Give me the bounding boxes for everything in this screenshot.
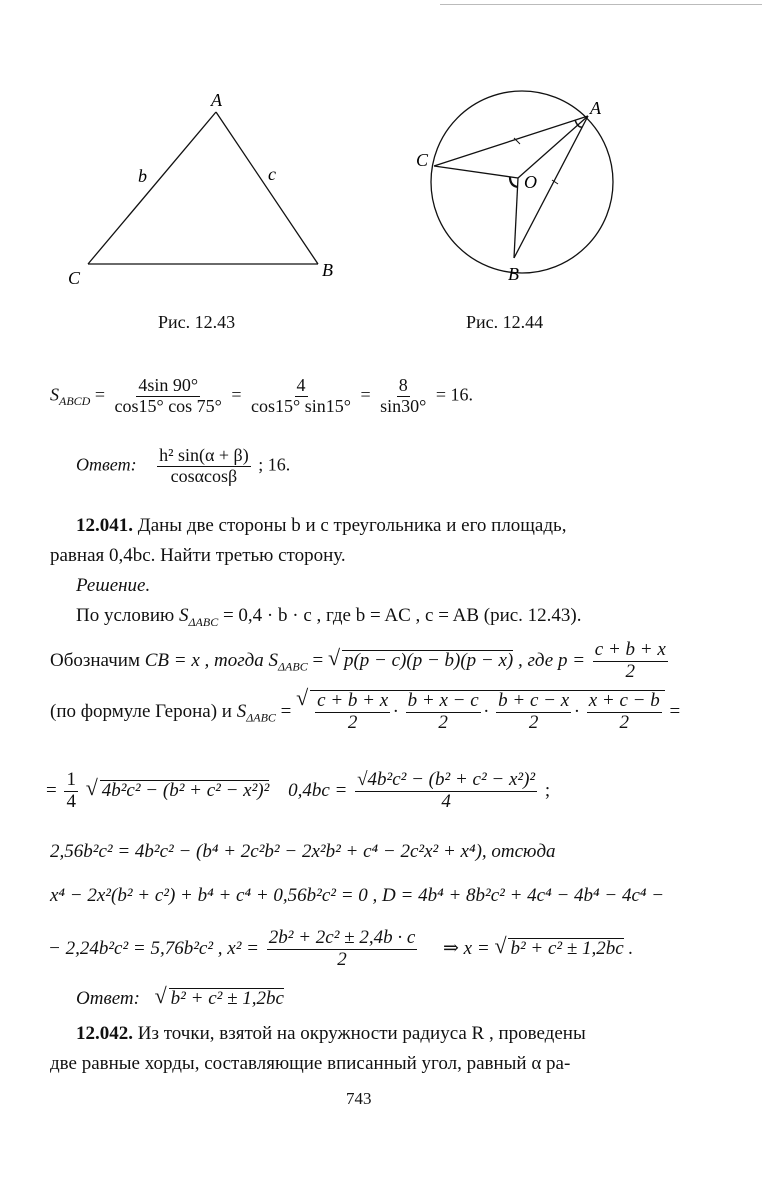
fraction-2: $\frac{4}{\cos 15^\circ \sin 15^\circ}$	[251, 375, 351, 416]
answer-label: Ответ:	[76, 454, 137, 475]
problem-text-1: Даны две стороны b и c треугольника и его площадь,	[137, 515, 567, 536]
radius-oc	[434, 166, 518, 178]
solution-line-6: x⁴ − 2x²(b² + c²) + b⁴ + c⁴ + 0,56b²c² = 0 , D = 4b⁴ + 8b²c² + 4c⁴ − 4b⁴ − 4c⁴ −	[50, 885, 665, 906]
fig1-side-b: b	[138, 166, 147, 186]
side-c-line	[216, 112, 318, 264]
problem-041-line1	[76, 516, 566, 535]
solution-label: Решение.	[76, 575, 151, 596]
fig2-center-o: O	[524, 172, 537, 192]
top-rule	[440, 4, 762, 5]
fig2-caption: Рис. 12.44	[466, 312, 544, 332]
angle-mark-o	[510, 177, 518, 187]
problem-041-line2: равная 0,4bc. Найти третью сторону.	[50, 545, 346, 566]
s-subscript: ABCD	[59, 394, 91, 409]
problem-042-line2: две равные хорды, составляющие вписанный угол, равный α ра-	[50, 1053, 571, 1074]
solution-line-7: − 2,24b²c² = 5,76b²c² , x² = $\frac{\text{2b² + 2c² ± 2,4b · c}}{2}$ ⇒ x = √ b² + c² ± 1,2bc .	[48, 928, 633, 971]
solution-line-4: = $\frac{1}{4}$ √ 4b²c² − (b² + c² − x²)² 0,4bc = $\frac{\text{√4b²c² − (b² + c² − x²)²}}{4}$ ;	[46, 770, 550, 813]
fraction-3: $\frac{8}{\sin 30^\circ}$	[380, 375, 427, 416]
fig1-vertex-a: A	[211, 90, 222, 110]
figure-12-43	[60, 88, 350, 298]
fig1-side-c: c	[268, 164, 276, 184]
answer-fraction: $\frac{\text{h² sin(α + β)}}{\cos\alpha\cos\beta}$	[159, 445, 249, 486]
bc-fraction: $\frac{\text{√4b²c² − (b² + c² − x²)²}}{4}$	[357, 769, 536, 812]
chord-ac	[434, 116, 588, 166]
solution-line-1: По условию $S_{\Delta ABC} = 0,4 \cdot b \cdot c$ , где b = AC , c = AB (рис. 12.43).	[76, 605, 582, 629]
heron-product-sqrt: √ $\frac{c + b + x}{2}$ · $\frac{b + x - c}{2}$ · $\frac{b + c - x}{2}$ · $\frac{x + c - b}{2}$	[310, 690, 665, 734]
side-b-line	[88, 112, 216, 264]
fig2-vertex-a: A	[590, 98, 601, 118]
answer-1	[76, 446, 290, 487]
fig1-caption: Рис. 12.43	[158, 312, 236, 332]
radius-ob	[514, 178, 518, 258]
heron-sqrt: √ p(p − c)(p − b)(p − x)	[342, 650, 513, 670]
semiperimeter-fraction: $\frac{c + b + x}{2}$	[594, 639, 666, 682]
fraction-1: $\frac{4\sin 90^\circ}{\cos 15^\circ \cos 75^\circ}$	[114, 375, 222, 416]
answer-2: Ответ: √ b² + c² ± 1,2bc	[76, 988, 284, 1008]
fig2-vertex-c: C	[416, 150, 429, 170]
problem-number: 12.041.	[76, 515, 133, 536]
solution-line-5: 2,56b²c² = 4b²c² − (b⁴ + 2c²b² − 2x²b² + c⁴ − 2c²x² + x⁴), отсюда	[50, 841, 556, 862]
result-16: = 16.	[435, 384, 473, 405]
page-number: 743	[346, 1089, 372, 1108]
figure-12-44	[410, 80, 620, 290]
solution-line-2: Обозначим CB = x , тогда $S_{\Delta ABC}$ = √ p(p − c)(p − b)(p − x) , где p = $\frac{c + b + x}{2}$	[50, 640, 671, 683]
fig1-vertex-b: B	[322, 260, 333, 280]
fig1-vertex-c: C	[68, 268, 81, 288]
s-symbol: S	[50, 384, 59, 405]
problem-042-line1: 12.042. Из точки, взятой на окружности радиуса R , проведены	[76, 1023, 586, 1044]
equation-s-abcd: $S_{ABCD}$ = $\frac{4\sin 90^\circ}{\cos 15^\circ \cos 75^\circ}$ = $\frac{4}{\cos 15^\circ \sin 15^\circ}$ = $\frac{8}{\sin 30^\circ}$ = 16.	[50, 375, 473, 416]
answer-tail: ; 16.	[258, 454, 291, 475]
fig2-vertex-b: B	[508, 264, 519, 284]
solution-line-3: (по формуле Герона) и $S_{\Delta ABC}$ = √ $\frac{c + b + x}{2}$ · $\frac{b + x - c}{2}$ · $\frac{b + c - x}{2}$ · $\frac{x + c - b}{2}$ =	[50, 690, 680, 734]
